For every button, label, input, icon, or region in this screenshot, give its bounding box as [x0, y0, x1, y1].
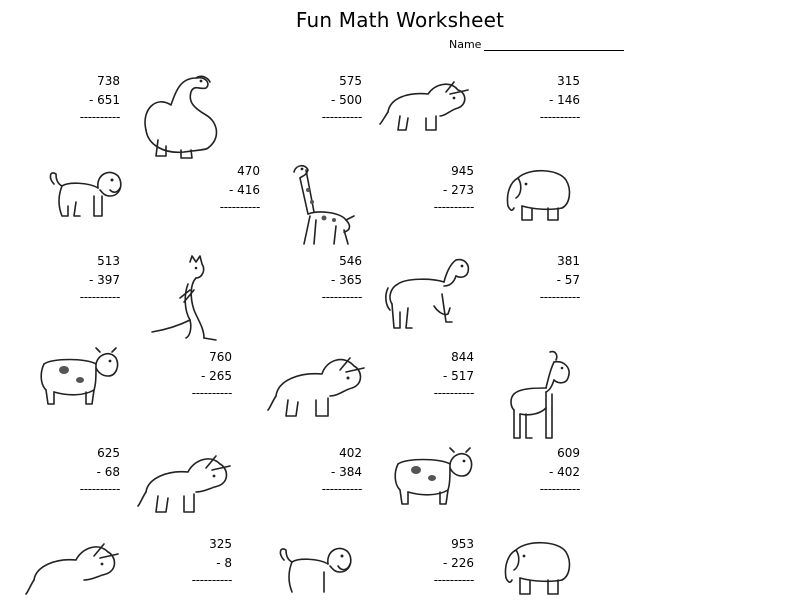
elephant-illustration: [500, 164, 580, 224]
subtrahend: - 402: [548, 465, 580, 479]
answer-line: ----------: [321, 482, 362, 496]
problem-3: [520, 72, 580, 124]
subtrahend: - 365: [330, 273, 362, 287]
answer-line: ----------: [539, 110, 580, 124]
answer-line: ----------: [79, 110, 120, 124]
dog-illustration: [44, 166, 124, 226]
minuend: 945: [451, 164, 474, 178]
problem-1: [60, 72, 120, 124]
minuend: 738: [97, 74, 120, 88]
answer-line: ----------: [321, 110, 362, 124]
subtrahend: - 68: [96, 465, 120, 479]
triceratops-illustration: [24, 536, 120, 598]
subtrahend: - 57: [556, 273, 580, 287]
problem-14: [172, 535, 232, 587]
problem-10: [414, 348, 474, 400]
horse-illustration: [384, 256, 476, 332]
subtrahend: - 273: [442, 183, 474, 197]
problem-8: [520, 252, 580, 304]
problem-12: [302, 444, 362, 496]
subtrahend: - 265: [200, 369, 232, 383]
answer-line: ----------: [433, 386, 474, 400]
minuend: 844: [451, 350, 474, 364]
minuend: 575: [339, 74, 362, 88]
problem-9: [172, 348, 232, 400]
name-label: Name: [449, 38, 482, 51]
problem-4: [200, 162, 260, 214]
minuend: 546: [339, 254, 362, 268]
answer-line: ----------: [79, 482, 120, 496]
cow-illustration: [36, 346, 120, 410]
subtrahend: - 416: [228, 183, 260, 197]
minuend: 402: [339, 446, 362, 460]
dog-illustration: [274, 540, 358, 600]
triceratops-illustration: [380, 74, 472, 134]
answer-line: ----------: [191, 386, 232, 400]
minuend: 609: [557, 446, 580, 460]
worksheet-title: Fun Math Worksheet: [295, 8, 505, 32]
minuend: 513: [97, 254, 120, 268]
answer-line: ----------: [433, 573, 474, 587]
minuend: 953: [451, 537, 474, 551]
problem-6: [60, 252, 120, 304]
problem-11: [60, 444, 120, 496]
subtrahend: - 517: [442, 369, 474, 383]
subtrahend: - 651: [88, 93, 120, 107]
minuend: 760: [209, 350, 232, 364]
subtrahend: - 384: [330, 465, 362, 479]
answer-line: ----------: [219, 200, 260, 214]
triceratops-illustration: [266, 350, 366, 420]
problem-15: [414, 535, 474, 587]
name-line: [484, 50, 624, 51]
goat-illustration: [506, 348, 578, 440]
subtrahend: - 500: [330, 93, 362, 107]
kangaroo-illustration: [150, 254, 234, 344]
minuend: 325: [209, 537, 232, 551]
answer-line: ----------: [433, 200, 474, 214]
cow-illustration: [390, 446, 474, 510]
subtrahend: - 226: [442, 556, 474, 570]
problem-7: [302, 252, 362, 304]
giraffe-illustration: [284, 160, 358, 246]
problem-13: [520, 444, 580, 496]
minuend: 315: [557, 74, 580, 88]
subtrahend: - 146: [548, 93, 580, 107]
minuend: 625: [97, 446, 120, 460]
elephant-illustration: [498, 536, 582, 598]
subtrahend: - 397: [88, 273, 120, 287]
problem-5: [414, 162, 474, 214]
answer-line: ----------: [539, 290, 580, 304]
answer-line: ----------: [79, 290, 120, 304]
minuend: 470: [237, 164, 260, 178]
answer-line: ----------: [191, 573, 232, 587]
answer-line: ----------: [539, 482, 580, 496]
minuend: 381: [557, 254, 580, 268]
triceratops-illustration: [138, 450, 232, 516]
problem-2: [302, 72, 362, 124]
answer-line: ----------: [321, 290, 362, 304]
dinosaur-illustration: [136, 70, 226, 160]
subtrahend: - 8: [216, 556, 232, 570]
